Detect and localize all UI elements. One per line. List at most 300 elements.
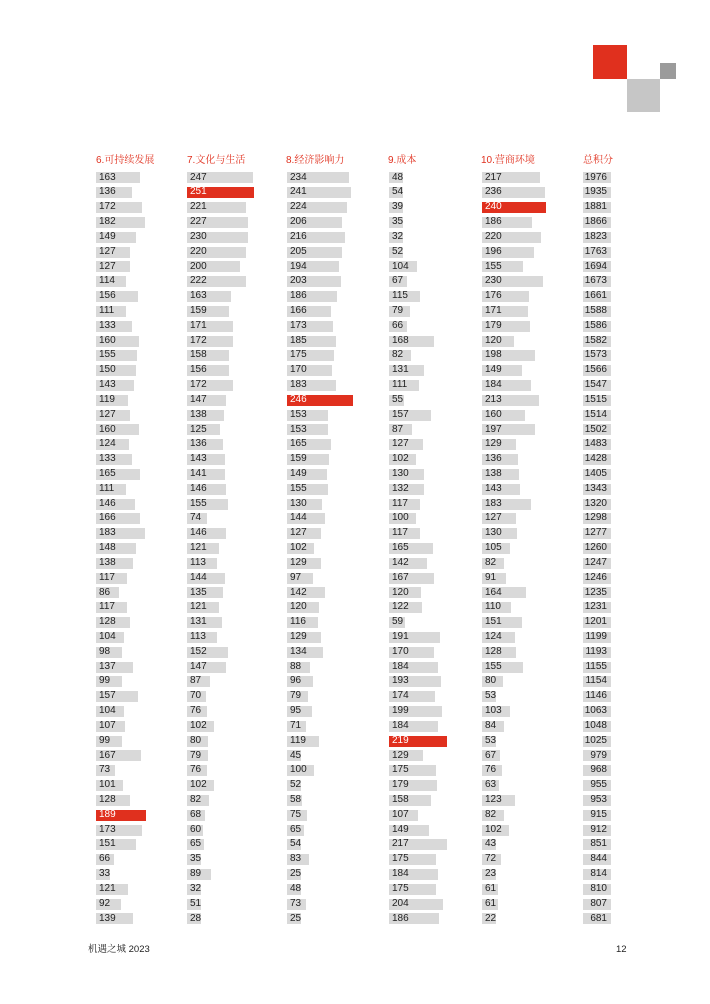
cell-value: 98 [99, 645, 111, 657]
table-cell [583, 719, 611, 734]
cell-value: 88 [290, 660, 302, 672]
table-cell [96, 408, 181, 423]
cell-value: 170 [290, 364, 307, 376]
cell-value: 124 [99, 438, 116, 450]
table-cell [187, 423, 277, 438]
total-score-value: 1547 [584, 379, 607, 391]
table-cell [287, 778, 377, 793]
table-cell [96, 541, 181, 556]
table-cell [187, 837, 277, 852]
table-cell [187, 215, 277, 230]
cell-value: 220 [190, 245, 207, 257]
table-cell [287, 912, 377, 927]
table-cell [96, 423, 181, 438]
table-cell [187, 408, 277, 423]
table-cell [96, 600, 181, 615]
cell-value: 70 [190, 690, 202, 702]
table-cell [389, 185, 474, 200]
table-cell [482, 334, 572, 349]
table-cell [96, 778, 181, 793]
cell-value: 97 [290, 571, 302, 583]
cell-value: 105 [485, 542, 502, 554]
cell-value: 193 [392, 675, 409, 687]
table-cell [187, 289, 277, 304]
cell-value: 76 [190, 764, 202, 776]
cell-value: 185 [290, 334, 307, 346]
total-score-value: 1235 [584, 586, 607, 598]
table-cell [389, 274, 474, 289]
cell-value: 83 [290, 853, 302, 865]
cell-value: 173 [290, 319, 307, 331]
table-cell [187, 852, 277, 867]
table-cell [583, 497, 611, 512]
table-cell [389, 837, 474, 852]
cell-value: 117 [392, 527, 408, 539]
table-cell [482, 793, 572, 808]
total-score-value: 1515 [584, 393, 607, 405]
table-cell [187, 749, 277, 764]
table-cell [389, 882, 474, 897]
cell-value: 89 [190, 868, 202, 880]
table-cell [287, 245, 377, 260]
total-score-value: 968 [590, 764, 607, 776]
table-cell [287, 334, 377, 349]
table-cell [482, 423, 572, 438]
cell-value: 48 [392, 171, 404, 183]
red-square-decoration [593, 45, 627, 79]
cell-value: 54 [392, 186, 404, 198]
cell-value: 65 [190, 838, 202, 850]
cell-value: 127 [99, 260, 116, 272]
table-cell [482, 645, 572, 660]
table-cell [187, 200, 277, 215]
table-cell [287, 304, 377, 319]
total-score-value: 1146 [585, 690, 607, 702]
table-cell [482, 408, 572, 423]
highlighted-cell [482, 200, 572, 215]
table-cell [96, 319, 181, 334]
cell-value: 107 [392, 808, 409, 820]
column-header: 8.经济影响力 [286, 155, 345, 166]
cell-value: 92 [99, 897, 111, 909]
table-cell [287, 808, 377, 823]
table-cell [389, 245, 474, 260]
cell-value: 55 [392, 393, 404, 405]
table-cell [96, 452, 181, 467]
cell-value: 155 [290, 482, 307, 494]
table-cell [187, 363, 277, 378]
total-score-value: 1976 [584, 171, 607, 183]
table-cell [287, 749, 377, 764]
table-cell [96, 245, 181, 260]
cell-value: 182 [99, 216, 116, 228]
cell-value: 120 [290, 601, 307, 613]
column-sustainable-development [96, 154, 181, 929]
table-cell [482, 467, 572, 482]
cell-value: 199 [392, 705, 409, 717]
cell-value: 133 [99, 319, 116, 331]
cell-value: 144 [290, 512, 307, 524]
total-score-value: 1154 [585, 675, 607, 687]
cell-value: 111 [392, 379, 408, 391]
total-score-value: 1298 [584, 512, 607, 524]
cell-value: 151 [485, 616, 502, 628]
cell-value: 95 [290, 705, 302, 717]
cell-value: 137 [99, 660, 116, 672]
table-cell [583, 645, 611, 660]
cell-value: 151 [99, 838, 116, 850]
total-score-value: 1823 [584, 230, 607, 242]
table-cell [482, 245, 572, 260]
table-cell [583, 852, 611, 867]
table-cell [482, 230, 572, 245]
table-cell [287, 511, 377, 526]
table-cell [389, 630, 474, 645]
table-cell [187, 778, 277, 793]
table-cell [287, 260, 377, 275]
table-cell [96, 689, 181, 704]
total-score-value: 1343 [584, 482, 607, 494]
cell-value: 111 [99, 482, 115, 494]
cell-value: 25 [290, 912, 302, 924]
total-score-value: 1193 [585, 645, 607, 657]
table-cell [287, 645, 377, 660]
table-cell [187, 882, 277, 897]
total-score-value: 955 [590, 779, 607, 791]
table-cell [96, 571, 181, 586]
cell-value: 128 [99, 794, 116, 806]
table-cell [482, 586, 572, 601]
table-cell [482, 837, 572, 852]
cell-value: 175 [392, 764, 409, 776]
cell-value: 76 [190, 705, 202, 717]
table-cell [389, 660, 474, 675]
cell-value: 87 [392, 423, 404, 435]
cell-value: 155 [485, 260, 502, 272]
cell-value: 113 [190, 556, 206, 568]
cell-value: 171 [485, 304, 502, 316]
cell-value: 176 [485, 290, 502, 302]
table-cell [389, 526, 474, 541]
cell-value: 128 [99, 616, 116, 628]
table-cell [389, 778, 474, 793]
cell-value: 130 [290, 497, 307, 509]
table-cell [389, 541, 474, 556]
cell-value: 136 [190, 438, 207, 450]
cell-value: 158 [190, 349, 207, 361]
table-cell [187, 808, 277, 823]
table-cell [482, 674, 572, 689]
cell-value: 157 [99, 690, 116, 702]
cell-value: 184 [392, 868, 409, 880]
cell-value: 143 [99, 379, 116, 391]
total-score-value: 1866 [584, 216, 607, 228]
table-cell [482, 274, 572, 289]
cell-value: 127 [392, 438, 409, 450]
cell-value: 224 [290, 201, 307, 213]
table-cell [583, 571, 611, 586]
cell-value: 66 [392, 319, 404, 331]
table-cell [583, 912, 611, 927]
table-cell [583, 304, 611, 319]
table-cell [287, 378, 377, 393]
cell-value: 184 [485, 379, 502, 391]
cell-value: 63 [485, 779, 497, 791]
cell-value: 179 [392, 779, 409, 791]
table-cell [96, 793, 181, 808]
table-cell [96, 200, 181, 215]
table-cell [583, 452, 611, 467]
table-cell [389, 260, 474, 275]
table-cell [482, 808, 572, 823]
cell-value: 158 [392, 794, 409, 806]
table-cell [287, 660, 377, 675]
table-cell [287, 437, 377, 452]
cell-value: 143 [485, 482, 502, 494]
cell-value: 173 [99, 823, 116, 835]
column-business-environment [482, 154, 572, 929]
table-cell [96, 497, 181, 512]
footer-report-title: 机遇之城 2023 [88, 944, 150, 955]
cell-value: 159 [190, 304, 207, 316]
table-cell [96, 823, 181, 838]
cell-value: 234 [290, 171, 307, 183]
total-score-value: 1514 [584, 408, 607, 420]
table-cell [482, 615, 572, 630]
cell-value: 133 [99, 453, 116, 465]
total-score-value: 681 [590, 912, 607, 924]
cell-value: 153 [290, 408, 307, 420]
table-cell [187, 660, 277, 675]
table-cell [96, 260, 181, 275]
column-header: 10.营商环境 [481, 155, 535, 166]
table-cell [287, 200, 377, 215]
table-cell [583, 274, 611, 289]
cell-value: 147 [190, 393, 207, 405]
cell-value: 206 [290, 216, 307, 228]
cell-value: 86 [99, 586, 111, 598]
cell-value: 102 [190, 719, 207, 731]
cell-value: 160 [485, 408, 502, 420]
table-cell [287, 171, 377, 186]
cell-value: 171 [190, 319, 207, 331]
cell-value: 142 [290, 586, 307, 598]
cell-value: 100 [290, 764, 307, 776]
table-cell [482, 319, 572, 334]
column-header: 9.成本 [388, 155, 417, 166]
cell-value: 142 [392, 556, 409, 568]
cell-value: 155 [485, 660, 502, 672]
cell-value: 203 [290, 275, 307, 287]
table-cell [187, 615, 277, 630]
cell-value: 39 [392, 201, 404, 213]
cell-value: 168 [392, 334, 409, 346]
cell-value: 175 [290, 349, 307, 361]
total-score-value: 810 [590, 882, 607, 894]
cell-value: 172 [190, 379, 207, 391]
cell-value: 102 [190, 779, 207, 791]
total-score-value: 953 [590, 794, 607, 806]
table-cell [96, 363, 181, 378]
cell-value: 53 [485, 690, 497, 702]
table-cell [96, 586, 181, 601]
cell-value: 124 [485, 631, 502, 642]
highlighted-cell [389, 734, 474, 749]
cell-value: 184 [392, 719, 409, 731]
table-cell [96, 660, 181, 675]
table-cell [389, 334, 474, 349]
cell-value: 150 [99, 364, 116, 376]
cell-value: 166 [290, 304, 307, 316]
table-cell [389, 171, 474, 186]
cell-value: 122 [392, 601, 409, 613]
cell-value: 160 [99, 423, 116, 435]
total-score-value: 1201 [584, 616, 607, 628]
cell-value: 163 [190, 290, 207, 302]
total-score-value: 979 [590, 749, 607, 761]
table-cell [96, 734, 181, 749]
table-cell [583, 837, 611, 852]
total-score-value: 1573 [584, 349, 607, 361]
table-cell [482, 704, 572, 719]
table-cell [96, 852, 181, 867]
total-score-value: 1588 [584, 304, 607, 316]
cell-value: 117 [99, 601, 115, 613]
cell-value: 160 [99, 334, 116, 346]
cell-value: 136 [99, 186, 116, 198]
table-cell [389, 793, 474, 808]
table-cell [96, 304, 181, 319]
cell-value: 155 [99, 349, 116, 361]
cell-value: 74 [190, 512, 202, 524]
cell-value: 186 [392, 912, 409, 924]
cell-value: 155 [190, 497, 207, 509]
table-cell [482, 778, 572, 793]
cell-value: 219 [392, 734, 409, 746]
cell-value: 230 [190, 230, 207, 242]
table-cell [583, 334, 611, 349]
cell-value: 170 [392, 645, 409, 657]
table-cell [187, 674, 277, 689]
table-cell [96, 897, 181, 912]
table-cell [187, 319, 277, 334]
table-cell [287, 541, 377, 556]
cell-value: 184 [392, 660, 409, 672]
total-score-value: 1063 [584, 705, 607, 717]
cell-value: 23 [485, 868, 497, 880]
table-cell [583, 749, 611, 764]
table-cell [287, 586, 377, 601]
total-score-value: 1247 [584, 556, 607, 568]
total-score-value: 1582 [584, 334, 607, 346]
cell-value: 60 [190, 823, 202, 835]
cell-value: 175 [392, 882, 409, 894]
cell-value: 149 [392, 823, 409, 835]
table-cell [389, 378, 474, 393]
table-cell [187, 897, 277, 912]
table-cell [482, 289, 572, 304]
cell-value: 129 [392, 749, 409, 761]
table-cell [482, 823, 572, 838]
table-cell [96, 215, 181, 230]
cell-value: 172 [99, 201, 116, 213]
table-cell [287, 230, 377, 245]
cell-value: 120 [392, 586, 409, 598]
table-cell [389, 452, 474, 467]
cell-value: 32 [392, 230, 404, 242]
table-cell [389, 823, 474, 838]
table-cell [482, 171, 572, 186]
table-cell [482, 689, 572, 704]
table-cell [583, 482, 611, 497]
table-cell [187, 541, 277, 556]
cell-value: 75 [290, 808, 302, 820]
table-cell [482, 867, 572, 882]
table-cell [389, 423, 474, 438]
cell-value: 230 [485, 275, 502, 287]
cell-value: 113 [190, 631, 206, 642]
total-score-value: 1694 [584, 260, 607, 272]
total-score-value: 814 [590, 868, 607, 880]
cell-value: 76 [485, 764, 497, 776]
table-cell [482, 556, 572, 571]
table-cell [583, 423, 611, 438]
cell-value: 119 [290, 734, 306, 746]
table-cell [287, 467, 377, 482]
table-cell [96, 171, 181, 186]
table-cell [389, 304, 474, 319]
cell-value: 198 [485, 349, 502, 361]
total-score-value: 1246 [584, 571, 607, 583]
table-cell [482, 348, 572, 363]
table-cell [389, 319, 474, 334]
cell-value: 179 [485, 319, 502, 331]
cell-value: 99 [99, 734, 111, 746]
table-cell [482, 393, 572, 408]
cell-value: 48 [290, 882, 302, 894]
cell-value: 100 [392, 512, 409, 524]
cell-value: 99 [99, 675, 111, 687]
total-score-value: 1661 [584, 290, 607, 302]
cell-value: 174 [392, 690, 409, 702]
cell-value: 194 [290, 260, 307, 272]
table-cell [583, 586, 611, 601]
table-cell [389, 511, 474, 526]
table-cell [389, 674, 474, 689]
table-cell [482, 304, 572, 319]
table-cell [583, 393, 611, 408]
cell-value: 102 [392, 453, 409, 465]
total-score-value: 1763 [584, 245, 607, 257]
cell-value: 66 [99, 853, 111, 865]
table-cell [287, 689, 377, 704]
column-header: 6.可持续发展 [96, 155, 155, 166]
cell-value: 159 [290, 453, 307, 465]
cell-value: 104 [392, 260, 409, 272]
table-cell [187, 645, 277, 660]
cell-value: 52 [392, 245, 404, 257]
table-cell [96, 526, 181, 541]
dark-gray-square-decoration [660, 63, 676, 79]
cell-value: 163 [99, 171, 116, 183]
table-cell [389, 645, 474, 660]
table-cell [482, 260, 572, 275]
cell-value: 241 [290, 186, 307, 198]
cell-value: 200 [190, 260, 207, 272]
cell-value: 67 [485, 749, 497, 761]
total-score-value: 1320 [584, 497, 607, 509]
table-cell [287, 882, 377, 897]
